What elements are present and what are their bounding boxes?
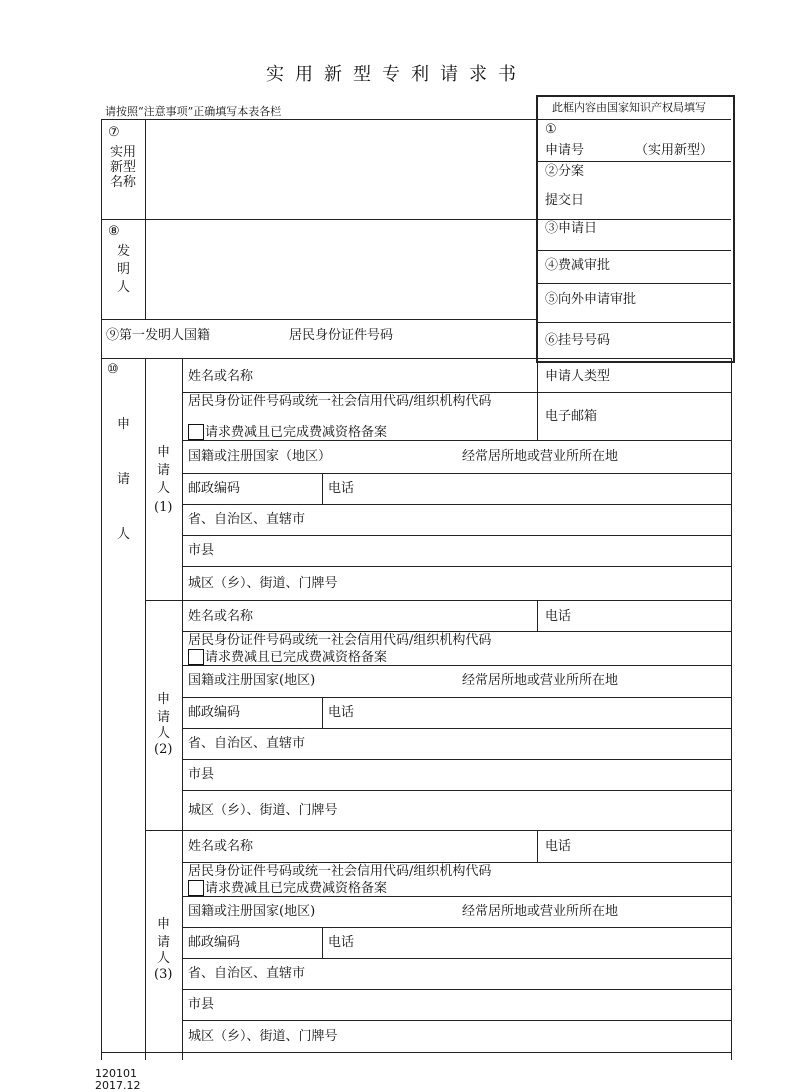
applicant1-index: (1) [154, 500, 173, 515]
applicant3-char-1: 申 [157, 917, 171, 932]
applicant3-district-label: 城区（乡）、街道、门牌号 [188, 1029, 338, 1044]
divisional-label: ②分案 [545, 164, 585, 179]
applicant2-id-label: 居民身份证件号码或统一社会信用代码/组织机构代码 [188, 633, 492, 648]
applicant1-province-label: 省、自治区、直辖市 [188, 512, 306, 527]
foreign-filing-approval-label: ⑤向外申请审批 [545, 292, 637, 307]
filing-date-label: ③申请日 [545, 221, 598, 236]
form-title: 实用新型专利请求书 [266, 64, 527, 85]
applicant2-fee-checkbox[interactable] [188, 649, 204, 665]
field10-num: ⑩ [107, 362, 119, 377]
applicant3-city-label: 市县 [188, 997, 215, 1012]
field10-char-3: 人 [117, 527, 131, 542]
applicant2-residence-label: 经常居所地或营业所所在地 [462, 673, 619, 688]
applicant3-char-2: 请 [157, 935, 171, 950]
applicant2-char-2: 请 [157, 710, 171, 725]
applicant3-id-label: 居民身份证件号码或统一社会信用代码/组织机构代码 [188, 864, 492, 879]
applicant2-postal-label: 邮政编码 [188, 705, 241, 720]
fee-reduction-approval-label: ④费减审批 [545, 258, 611, 273]
applicant1-fee-checkbox[interactable] [188, 424, 204, 440]
field7-label-2: 新型 [110, 160, 137, 175]
applicant2-index: (2) [154, 742, 173, 757]
field1-num: ① [545, 122, 557, 137]
applicant1-name-label: 姓名或名称 [188, 369, 254, 384]
applicant2-district-label: 城区（乡）、街道、门牌号 [188, 803, 338, 818]
applicant1-char-2: 请 [157, 463, 171, 478]
applicant1-id-label: 居民身份证件号码或统一社会信用代码/组织机构代码 [188, 394, 492, 409]
field7-label-3: 名称 [110, 175, 137, 190]
applicant3-fee-checkbox[interactable] [188, 880, 204, 896]
form-code: 120101 [95, 1067, 137, 1080]
field10-char-1: 申 [117, 417, 131, 432]
first-inventor-nationality-label: ⑨第一发明人国籍 [106, 328, 211, 343]
applicant1-postal-label: 邮政编码 [188, 481, 241, 496]
applicant3-char-3: 人 [157, 951, 171, 966]
applicant3-postal-label: 邮政编码 [188, 935, 241, 950]
field8-char-3: 人 [117, 280, 131, 295]
applicant1-residence-label: 经常居所地或营业所所在地 [462, 449, 619, 464]
applicant1-type-label: 申请人类型 [545, 369, 611, 384]
application-number-label: 申请号 [545, 143, 585, 158]
registered-mail-number-label: ⑥挂号号码 [545, 333, 611, 348]
applicant3-phone-label: 电话 [328, 935, 355, 950]
applicant2-name-label: 姓名或名称 [188, 609, 254, 624]
applicant1-email-label: 电子邮箱 [545, 409, 598, 424]
applicant1-nationality-label: 国籍或注册国家（地区） [188, 449, 332, 464]
applicant2-char-3: 人 [157, 726, 171, 741]
applicant3-residence-label: 经常居所地或营业所所在地 [462, 904, 619, 919]
field7-label-1: 实用 [110, 145, 137, 160]
applicant2-char-1: 申 [157, 692, 171, 707]
inventor-input[interactable] [146, 220, 536, 318]
applicant1-char-1: 申 [157, 445, 171, 460]
applicant1-char-3: 人 [157, 481, 171, 496]
applicant3-phone-top-label: 电话 [545, 839, 572, 854]
first-inventor-id-label: 居民身份证件号码 [289, 328, 394, 343]
applicant2-nationality-label: 国籍或注册国家(地区) [188, 673, 316, 688]
field8-num: ⑧ [108, 224, 120, 239]
field7-num: ⑦ [108, 125, 120, 140]
applicant1-fee-label: 请求费减且已完成费减资格备案 [205, 425, 388, 440]
instruction-text: 请按照“注意事项”正确填写本表各栏 [105, 105, 282, 118]
field10-char-2: 请 [117, 472, 131, 487]
applicant2-phone-top-label: 电话 [545, 609, 572, 624]
applicant2-city-label: 市县 [188, 767, 215, 782]
submission-date-label: 提交日 [545, 193, 585, 208]
applicant1-city-label: 市县 [188, 543, 215, 558]
field8-char-2: 明 [117, 262, 131, 277]
applicant3-province-label: 省、自治区、直辖市 [188, 966, 306, 981]
office-note: 此框内容由国家知识产权局填写 [552, 101, 706, 114]
utility-model-name-input[interactable] [146, 120, 536, 218]
applicant2-phone-label: 电话 [328, 705, 355, 720]
applicant2-fee-label: 请求费减且已完成费减资格备案 [205, 650, 388, 665]
applicant1-phone-label: 电话 [328, 481, 355, 496]
applicant3-name-label: 姓名或名称 [188, 839, 254, 854]
utility-model-type-label: （实用新型） [635, 143, 714, 158]
applicant3-index: (3) [154, 967, 173, 982]
applicant1-district-label: 城区（乡）、街道、门牌号 [188, 576, 338, 591]
applicant2-province-label: 省、自治区、直辖市 [188, 736, 306, 751]
applicant3-nationality-label: 国籍或注册国家(地区) [188, 904, 316, 919]
applicant3-fee-label: 请求费减且已完成费减资格备案 [205, 881, 388, 896]
form-version-date: 2017.12 [95, 1079, 141, 1092]
field8-char-1: 发 [117, 244, 131, 259]
